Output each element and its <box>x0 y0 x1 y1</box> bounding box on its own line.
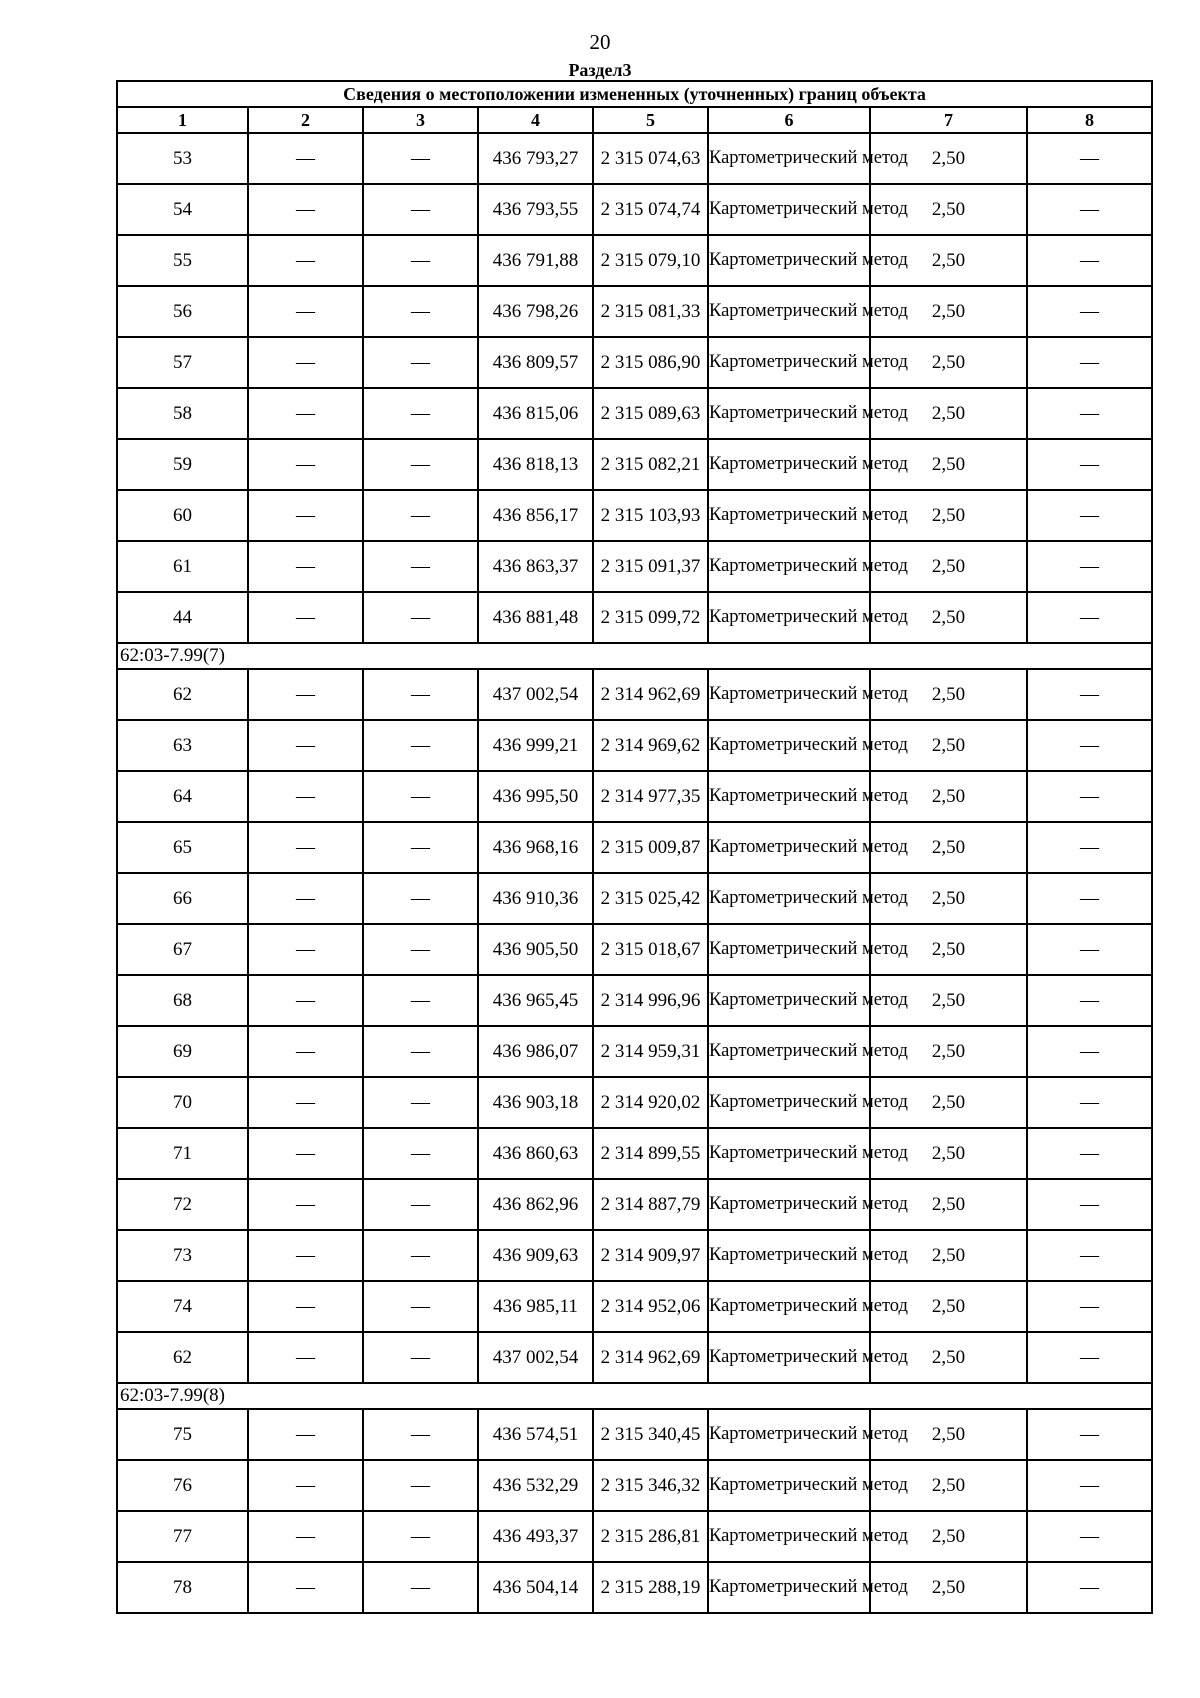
y-coordinate-cell: 2 314 959,31 <box>593 1026 708 1077</box>
x-coordinate-cell: 436 791,88 <box>478 235 593 286</box>
col8-cell: — <box>1027 439 1152 490</box>
method-cell: Картометрический метод <box>708 1281 870 1332</box>
table-row <box>117 337 1152 388</box>
accuracy-cell: 2,50 <box>870 1332 1027 1383</box>
accuracy-cell: 2,50 <box>870 592 1027 643</box>
table-row <box>117 235 1152 286</box>
accuracy-cell: 2,50 <box>870 490 1027 541</box>
method-cell: Картометрический метод <box>708 1077 870 1128</box>
method-cell: Картометрический метод <box>708 133 870 184</box>
col8-cell: — <box>1027 771 1152 822</box>
x-coordinate-cell: 436 793,27 <box>478 133 593 184</box>
coordinates-table <box>116 80 1153 1614</box>
col2-cell: — <box>248 235 363 286</box>
col3-cell: — <box>363 975 478 1026</box>
col8-cell: — <box>1027 1077 1152 1128</box>
y-coordinate-cell: 2 314 952,06 <box>593 1281 708 1332</box>
point-number-cell: 56 <box>117 286 248 337</box>
col2-cell: — <box>248 1179 363 1230</box>
column-header-1: 1 <box>117 107 248 133</box>
x-coordinate-cell: 436 809,57 <box>478 337 593 388</box>
table-row <box>117 1460 1152 1511</box>
column-header-5: 5 <box>593 107 708 133</box>
method-cell: Картометрический метод <box>708 873 870 924</box>
y-coordinate-cell: 2 315 079,10 <box>593 235 708 286</box>
y-coordinate-cell: 2 315 089,63 <box>593 388 708 439</box>
y-coordinate-cell: 2 315 082,21 <box>593 439 708 490</box>
col8-cell: — <box>1027 133 1152 184</box>
col8-cell: — <box>1027 822 1152 873</box>
col3-cell: — <box>363 1077 478 1128</box>
method-cell: Картометрический метод <box>708 1511 870 1562</box>
y-coordinate-cell: 2 315 340,45 <box>593 1409 708 1460</box>
col2-cell: — <box>248 1077 363 1128</box>
table-row <box>117 439 1152 490</box>
method-cell: Картометрический метод <box>708 1230 870 1281</box>
x-coordinate-cell: 436 909,63 <box>478 1230 593 1281</box>
y-coordinate-cell: 2 315 103,93 <box>593 490 708 541</box>
table-row <box>117 771 1152 822</box>
method-cell: Картометрический метод <box>708 235 870 286</box>
accuracy-cell: 2,50 <box>870 975 1027 1026</box>
x-coordinate-cell: 436 815,06 <box>478 388 593 439</box>
col2-cell: — <box>248 1332 363 1383</box>
col8-cell: — <box>1027 669 1152 720</box>
y-coordinate-cell: 2 315 074,74 <box>593 184 708 235</box>
col8-cell: — <box>1027 286 1152 337</box>
accuracy-cell: 2,50 <box>870 133 1027 184</box>
col3-cell: — <box>363 873 478 924</box>
accuracy-cell: 2,50 <box>870 1026 1027 1077</box>
method-cell: Картометрический метод <box>708 184 870 235</box>
point-number-cell: 55 <box>117 235 248 286</box>
col2-cell: — <box>248 286 363 337</box>
y-coordinate-cell: 2 314 977,35 <box>593 771 708 822</box>
col3-cell: — <box>363 592 478 643</box>
col2-cell: — <box>248 975 363 1026</box>
y-coordinate-cell: 2 314 962,69 <box>593 669 708 720</box>
method-cell: Картометрический метод <box>708 975 870 1026</box>
accuracy-cell: 2,50 <box>870 771 1027 822</box>
y-coordinate-cell: 2 314 969,62 <box>593 720 708 771</box>
table-row <box>117 1179 1152 1230</box>
col2-cell: — <box>248 873 363 924</box>
point-number-cell: 59 <box>117 439 248 490</box>
point-number-cell: 44 <box>117 592 248 643</box>
col3-cell: — <box>363 439 478 490</box>
col3-cell: — <box>363 1179 478 1230</box>
col3-cell: — <box>363 822 478 873</box>
point-number-cell: 64 <box>117 771 248 822</box>
col3-cell: — <box>363 133 478 184</box>
accuracy-cell: 2,50 <box>870 337 1027 388</box>
column-header-7: 7 <box>870 107 1027 133</box>
column-header-3: 3 <box>363 107 478 133</box>
col3-cell: — <box>363 771 478 822</box>
x-coordinate-cell: 437 002,54 <box>478 669 593 720</box>
table-row <box>117 1128 1152 1179</box>
accuracy-cell: 2,50 <box>870 873 1027 924</box>
col2-cell: — <box>248 490 363 541</box>
point-number-cell: 71 <box>117 1128 248 1179</box>
col3-cell: — <box>363 1562 478 1613</box>
y-coordinate-cell: 2 314 920,02 <box>593 1077 708 1128</box>
accuracy-cell: 2,50 <box>870 1230 1027 1281</box>
col8-cell: — <box>1027 924 1152 975</box>
accuracy-cell: 2,50 <box>870 1511 1027 1562</box>
col8-cell: — <box>1027 1026 1152 1077</box>
col3-cell: — <box>363 235 478 286</box>
x-coordinate-cell: 436 985,11 <box>478 1281 593 1332</box>
method-cell: Картометрический метод <box>708 541 870 592</box>
method-cell: Картометрический метод <box>708 1128 870 1179</box>
col8-cell: — <box>1027 235 1152 286</box>
y-coordinate-cell: 2 315 074,63 <box>593 133 708 184</box>
x-coordinate-cell: 436 856,17 <box>478 490 593 541</box>
y-coordinate-cell: 2 315 288,19 <box>593 1562 708 1613</box>
point-number-cell: 65 <box>117 822 248 873</box>
col8-cell: — <box>1027 337 1152 388</box>
col8-cell: — <box>1027 592 1152 643</box>
x-coordinate-cell: 436 881,48 <box>478 592 593 643</box>
point-number-cell: 63 <box>117 720 248 771</box>
point-number-cell: 77 <box>117 1511 248 1562</box>
point-number-cell: 69 <box>117 1026 248 1077</box>
point-number-cell: 54 <box>117 184 248 235</box>
point-number-cell: 68 <box>117 975 248 1026</box>
table-row <box>117 1511 1152 1562</box>
accuracy-cell: 2,50 <box>870 541 1027 592</box>
col8-cell: — <box>1027 1562 1152 1613</box>
method-cell: Картометрический метод <box>708 490 870 541</box>
group-label: 62:03-7.99(7) <box>117 643 1152 669</box>
table-row <box>117 1332 1152 1383</box>
y-coordinate-cell: 2 314 962,69 <box>593 1332 708 1383</box>
col2-cell: — <box>248 1281 363 1332</box>
accuracy-cell: 2,50 <box>870 822 1027 873</box>
y-coordinate-cell: 2 315 081,33 <box>593 286 708 337</box>
col8-cell: — <box>1027 1179 1152 1230</box>
col3-cell: — <box>363 1511 478 1562</box>
method-cell: Картометрический метод <box>708 337 870 388</box>
y-coordinate-cell: 2 315 286,81 <box>593 1511 708 1562</box>
point-number-cell: 76 <box>117 1460 248 1511</box>
method-cell: Картометрический метод <box>708 1179 870 1230</box>
point-number-cell: 67 <box>117 924 248 975</box>
method-cell: Картометрический метод <box>708 388 870 439</box>
method-cell: Картометрический метод <box>708 439 870 490</box>
table-row <box>117 592 1152 643</box>
point-number-cell: 58 <box>117 388 248 439</box>
accuracy-cell: 2,50 <box>870 924 1027 975</box>
point-number-cell: 57 <box>117 337 248 388</box>
col8-cell: — <box>1027 720 1152 771</box>
col2-cell: — <box>248 771 363 822</box>
col8-cell: — <box>1027 1332 1152 1383</box>
col8-cell: — <box>1027 541 1152 592</box>
col3-cell: — <box>363 541 478 592</box>
col3-cell: — <box>363 1026 478 1077</box>
accuracy-cell: 2,50 <box>870 1460 1027 1511</box>
accuracy-cell: 2,50 <box>870 1077 1027 1128</box>
y-coordinate-cell: 2 315 025,42 <box>593 873 708 924</box>
group-row <box>117 643 1152 669</box>
x-coordinate-cell: 436 968,16 <box>478 822 593 873</box>
y-coordinate-cell: 2 314 899,55 <box>593 1128 708 1179</box>
y-coordinate-cell: 2 314 909,97 <box>593 1230 708 1281</box>
col8-cell: — <box>1027 1460 1152 1511</box>
accuracy-cell: 2,50 <box>870 184 1027 235</box>
col8-cell: — <box>1027 184 1152 235</box>
table-row <box>117 1409 1152 1460</box>
accuracy-cell: 2,50 <box>870 1562 1027 1613</box>
col2-cell: — <box>248 1460 363 1511</box>
y-coordinate-cell: 2 315 099,72 <box>593 592 708 643</box>
point-number-cell: 62 <box>117 669 248 720</box>
y-coordinate-cell: 2 314 887,79 <box>593 1179 708 1230</box>
col2-cell: — <box>248 720 363 771</box>
column-header-2: 2 <box>248 107 363 133</box>
column-header-6: 6 <box>708 107 870 133</box>
x-coordinate-cell: 436 493,37 <box>478 1511 593 1562</box>
method-cell: Картометрический метод <box>708 1460 870 1511</box>
method-cell: Картометрический метод <box>708 822 870 873</box>
col2-cell: — <box>248 439 363 490</box>
col3-cell: — <box>363 337 478 388</box>
column-header-8: 8 <box>1027 107 1152 133</box>
x-coordinate-cell: 436 862,96 <box>478 1179 593 1230</box>
x-coordinate-cell: 436 818,13 <box>478 439 593 490</box>
table-row <box>117 720 1152 771</box>
col3-cell: — <box>363 669 478 720</box>
col2-cell: — <box>248 592 363 643</box>
col8-cell: — <box>1027 1511 1152 1562</box>
method-cell: Картометрический метод <box>708 669 870 720</box>
table-row <box>117 1230 1152 1281</box>
col3-cell: — <box>363 924 478 975</box>
table-row <box>117 924 1152 975</box>
col8-cell: — <box>1027 1128 1152 1179</box>
y-coordinate-cell: 2 315 018,67 <box>593 924 708 975</box>
accuracy-cell: 2,50 <box>870 286 1027 337</box>
table-caption: Сведения о местоположении измененных (уточненных) границ объекта <box>117 81 1152 107</box>
method-cell: Картометрический метод <box>708 1026 870 1077</box>
x-coordinate-cell: 436 798,26 <box>478 286 593 337</box>
table-row <box>117 133 1152 184</box>
point-number-cell: 62 <box>117 1332 248 1383</box>
y-coordinate-cell: 2 315 346,32 <box>593 1460 708 1511</box>
col2-cell: — <box>248 133 363 184</box>
col3-cell: — <box>363 1128 478 1179</box>
col3-cell: — <box>363 286 478 337</box>
method-cell: Картометрический метод <box>708 1562 870 1613</box>
section-title: Раздел3 <box>568 60 632 80</box>
col2-cell: — <box>248 1026 363 1077</box>
table-row <box>117 1562 1152 1613</box>
method-cell: Картометрический метод <box>708 1409 870 1460</box>
x-coordinate-cell: 436 903,18 <box>478 1077 593 1128</box>
col2-cell: — <box>248 541 363 592</box>
col3-cell: — <box>363 1332 478 1383</box>
y-coordinate-cell: 2 315 091,37 <box>593 541 708 592</box>
point-number-cell: 53 <box>117 133 248 184</box>
x-coordinate-cell: 436 995,50 <box>478 771 593 822</box>
point-number-cell: 78 <box>117 1562 248 1613</box>
col2-cell: — <box>248 1128 363 1179</box>
x-coordinate-cell: 436 860,63 <box>478 1128 593 1179</box>
col8-cell: — <box>1027 388 1152 439</box>
table-row <box>117 873 1152 924</box>
group-row <box>117 1383 1152 1409</box>
method-cell: Картометрический метод <box>708 771 870 822</box>
col2-cell: — <box>248 1562 363 1613</box>
accuracy-cell: 2,50 <box>870 1281 1027 1332</box>
col2-cell: — <box>248 1230 363 1281</box>
x-coordinate-cell: 436 986,07 <box>478 1026 593 1077</box>
x-coordinate-cell: 436 863,37 <box>478 541 593 592</box>
point-number-cell: 72 <box>117 1179 248 1230</box>
col3-cell: — <box>363 184 478 235</box>
point-number-cell: 66 <box>117 873 248 924</box>
col2-cell: — <box>248 1409 363 1460</box>
accuracy-cell: 2,50 <box>870 669 1027 720</box>
col3-cell: — <box>363 720 478 771</box>
col2-cell: — <box>248 669 363 720</box>
x-coordinate-cell: 437 002,54 <box>478 1332 593 1383</box>
accuracy-cell: 2,50 <box>870 439 1027 490</box>
col3-cell: — <box>363 490 478 541</box>
col3-cell: — <box>363 1409 478 1460</box>
point-number-cell: 75 <box>117 1409 248 1460</box>
point-number-cell: 61 <box>117 541 248 592</box>
point-number-cell: 60 <box>117 490 248 541</box>
col3-cell: — <box>363 1460 478 1511</box>
x-coordinate-cell: 436 504,14 <box>478 1562 593 1613</box>
accuracy-cell: 2,50 <box>870 235 1027 286</box>
table-row <box>117 286 1152 337</box>
method-cell: Картометрический метод <box>708 924 870 975</box>
col8-cell: — <box>1027 1281 1152 1332</box>
y-coordinate-cell: 2 314 996,96 <box>593 975 708 1026</box>
col2-cell: — <box>248 184 363 235</box>
x-coordinate-cell: 436 999,21 <box>478 720 593 771</box>
col2-cell: — <box>248 337 363 388</box>
point-number-cell: 70 <box>117 1077 248 1128</box>
table-row <box>117 1281 1152 1332</box>
table-row <box>117 822 1152 873</box>
accuracy-cell: 2,50 <box>870 1128 1027 1179</box>
col3-cell: — <box>363 1281 478 1332</box>
col8-cell: — <box>1027 1409 1152 1460</box>
table-row <box>117 388 1152 439</box>
col8-cell: — <box>1027 975 1152 1026</box>
table-row <box>117 541 1152 592</box>
method-cell: Картометрический метод <box>708 720 870 771</box>
col2-cell: — <box>248 924 363 975</box>
col8-cell: — <box>1027 873 1152 924</box>
x-coordinate-cell: 436 532,29 <box>478 1460 593 1511</box>
table-row <box>117 184 1152 235</box>
column-header-4: 4 <box>478 107 593 133</box>
table-row <box>117 669 1152 720</box>
group-label: 62:03-7.99(8) <box>117 1383 1152 1409</box>
point-number-cell: 74 <box>117 1281 248 1332</box>
accuracy-cell: 2,50 <box>870 1179 1027 1230</box>
accuracy-cell: 2,50 <box>870 388 1027 439</box>
table-row <box>117 1026 1152 1077</box>
accuracy-cell: 2,50 <box>870 720 1027 771</box>
col8-cell: — <box>1027 490 1152 541</box>
table-row <box>117 1077 1152 1128</box>
x-coordinate-cell: 436 905,50 <box>478 924 593 975</box>
col3-cell: — <box>363 388 478 439</box>
col8-cell: — <box>1027 1230 1152 1281</box>
table-row <box>117 975 1152 1026</box>
x-coordinate-cell: 436 965,45 <box>478 975 593 1026</box>
y-coordinate-cell: 2 315 009,87 <box>593 822 708 873</box>
col2-cell: — <box>248 388 363 439</box>
accuracy-cell: 2,50 <box>870 1409 1027 1460</box>
x-coordinate-cell: 436 574,51 <box>478 1409 593 1460</box>
method-cell: Картометрический метод <box>708 592 870 643</box>
x-coordinate-cell: 436 910,36 <box>478 873 593 924</box>
col2-cell: — <box>248 1511 363 1562</box>
method-cell: Картометрический метод <box>708 1332 870 1383</box>
col2-cell: — <box>248 822 363 873</box>
x-coordinate-cell: 436 793,55 <box>478 184 593 235</box>
y-coordinate-cell: 2 315 086,90 <box>593 337 708 388</box>
table-row <box>117 490 1152 541</box>
page-number: 20 <box>589 30 611 54</box>
point-number-cell: 73 <box>117 1230 248 1281</box>
method-cell: Картометрический метод <box>708 286 870 337</box>
col3-cell: — <box>363 1230 478 1281</box>
